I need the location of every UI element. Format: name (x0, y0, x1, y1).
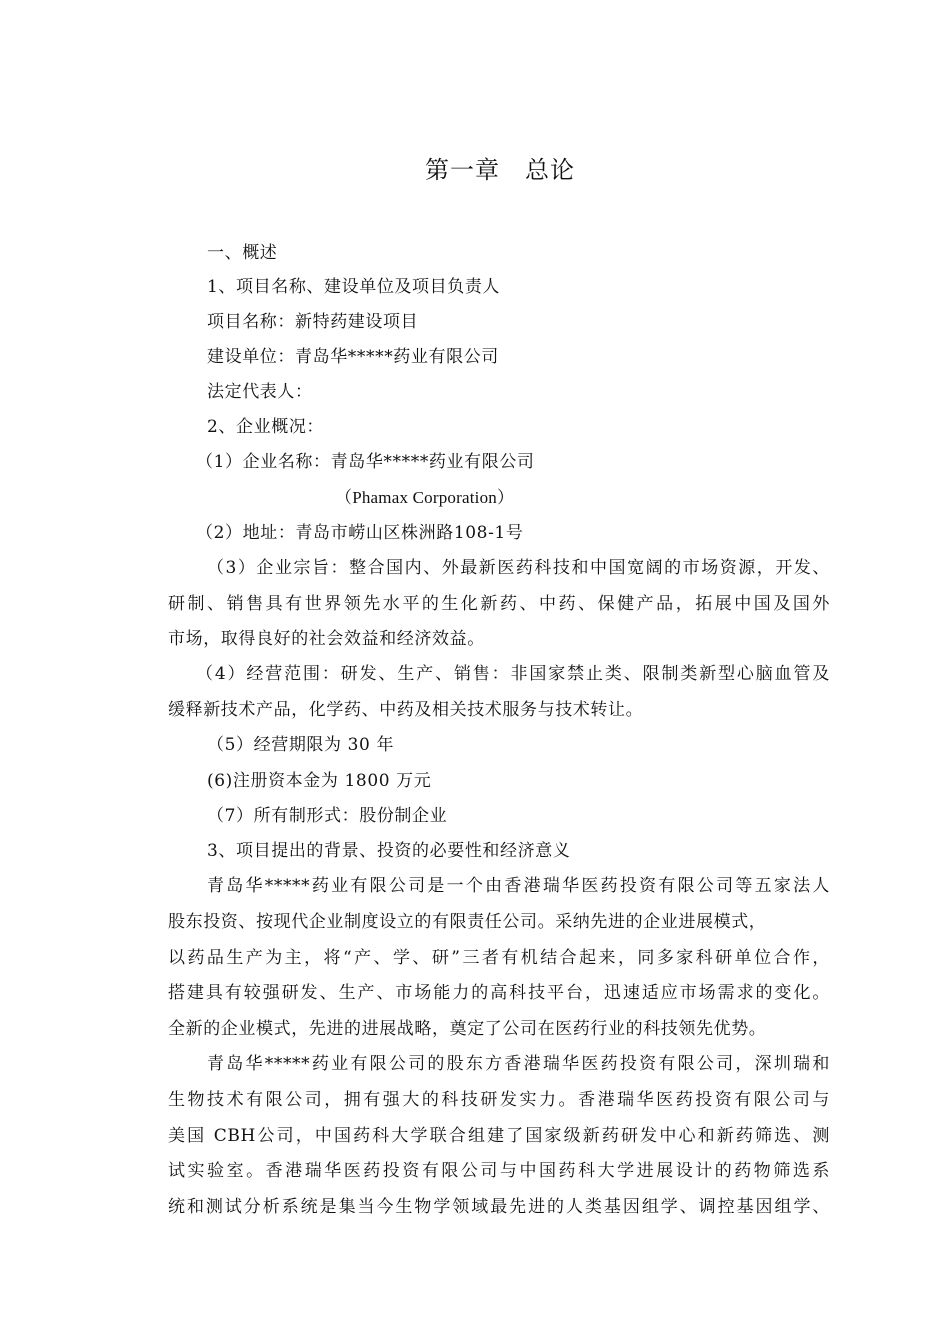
company-english-name: （Phamax Corporation） (335, 488, 515, 507)
legal-representative-line: 法定代表人： (207, 382, 313, 402)
paragraph-line: 统和测试分析系统是集当今生物学领域最先进的人类基因组学、调控基因组学、 (168, 1197, 830, 1217)
section-heading-overview: 一、概述 (207, 243, 278, 263)
paragraph-line: 青岛华*****药业有限公司的股东方香港瑞华医药投资有限公司，深圳瑞和 (207, 1054, 830, 1074)
business-term-line: （5）经营期限为 30 年 (207, 735, 395, 755)
paragraph-line: 搭建具有较强研发、生产、市场能力的高科技平台，迅速适应市场需求的变化。 (168, 983, 830, 1003)
subsection-heading-company-overview: 2、企业概况： (207, 417, 325, 437)
paragraph-line: 研制、销售具有世界领先水平的生化新药、中药、保健产品，拓展中国及国外 (168, 594, 830, 614)
subsection-heading-project-info: 1、项目名称、建设单位及项目负责人 (207, 277, 501, 297)
registered-capital-line: (6)注册资本金为 1800 万元 (207, 771, 432, 791)
paragraph-line: 生物技术有限公司，拥有强大的科技研发实力。香港瑞华医药投资有限公司与 (168, 1090, 830, 1110)
paragraph-line: 试实验室。香港瑞华医药投资有限公司与中国药科大学进展设计的药物筛选系 (168, 1161, 830, 1181)
paragraph-line: 以药品生产为主，将“产、学、研”三者有机结合起来，同多家科研单位合作， (168, 948, 830, 968)
paragraph-line: 美国 CBH公司，中国药科大学联合组建了国家级新药研发中心和新药筛选、测 (168, 1126, 830, 1146)
project-name-line: 项目名称：新特药建设项目 (207, 312, 419, 332)
chapter-title: 第一章 总论 (425, 156, 575, 184)
paragraph-line: （3）企业宗旨：整合国内、外最新医药科技和中国宽阔的市场资源，开发、 (207, 558, 830, 578)
ownership-type-line: （7）所有制形式：股份制企业 (207, 806, 448, 826)
paragraph-line: 市场，取得良好的社会效益和经济效益。 (168, 629, 485, 649)
builder-unit-line: 建设单位：青岛华*****药业有限公司 (207, 347, 499, 367)
paragraph-line: 青岛华*****药业有限公司是一个由香港瑞华医药投资有限公司等五家法人 (207, 876, 830, 896)
paragraph-line: 股东投资、按现代企业制度设立的有限责任公司。采纳先进的企业进展模式， (168, 912, 767, 932)
paragraph-line: 全新的企业模式，先进的进展战略，奠定了公司在医药行业的科技领先优势。 (168, 1019, 767, 1039)
company-address-line: （2）地址：青岛市崂山区株洲路108-1号 (196, 523, 524, 543)
company-name-line: （1）企业名称：青岛华*****药业有限公司 (196, 452, 535, 472)
paragraph-line: 缓释新技术产品，化学药、中药及相关技术服务与技术转让。 (168, 700, 644, 720)
subsection-heading-background: 3、项目提出的背景、投资的必要性和经济意义 (207, 841, 571, 861)
paragraph-line: （4）经营范围：研发、生产、销售：非国家禁止类、限制类新型心脑血管及 (196, 664, 830, 684)
